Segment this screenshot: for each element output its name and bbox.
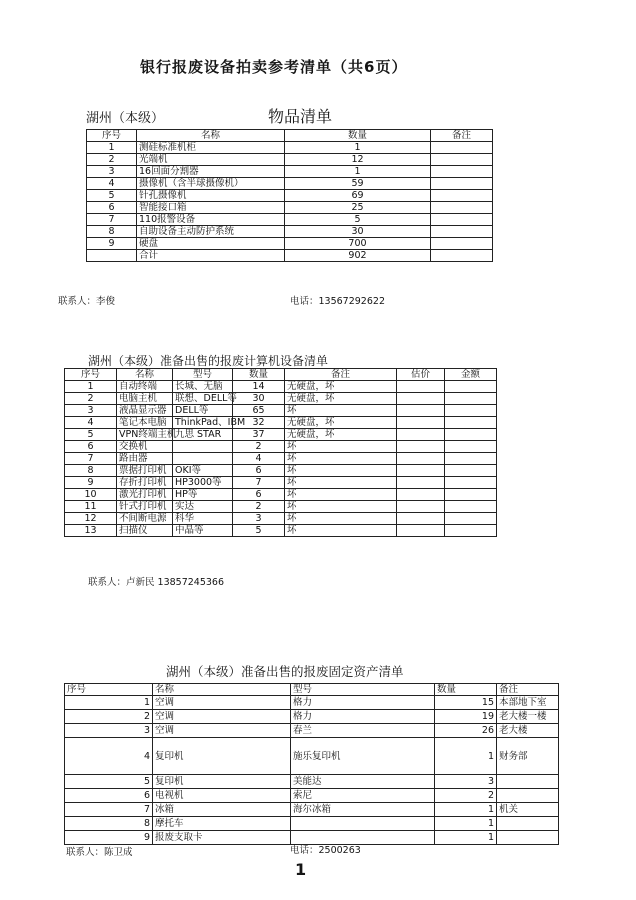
table-cell: 1 [87,142,137,154]
table-cell: 3 [65,405,117,417]
table-cell [445,405,497,417]
table-cell: 交换机 [117,441,173,453]
section3-contact: 联系人：陈卫成 [66,847,133,858]
table-cell: 报废支取卡 [153,831,291,845]
table-cell: 3 [233,513,285,525]
table-cell: 1 [65,696,153,710]
table-row [65,465,497,477]
header-cell: 序号 [87,130,137,142]
section3-table [64,683,559,845]
table-cell: 65 [233,405,285,417]
table-row [65,477,497,489]
table-cell: 2 [233,441,285,453]
header-cell: 型号 [173,369,233,381]
table-cell: 中晶等 [173,525,233,537]
table-cell: 1 [285,142,431,154]
header-cell: 名称 [153,684,291,696]
table-row [65,696,559,710]
table-cell: 700 [285,238,431,250]
table-cell [397,381,445,393]
table-cell: 7 [87,214,137,226]
table-cell: 3 [87,166,137,178]
table-row [65,381,497,393]
table-cell [397,501,445,513]
table-cell: 坏 [285,477,397,489]
table-row [65,525,497,537]
table-row [65,501,497,513]
table-cell: 无硬盘，坏 [285,417,397,429]
table-cell: 坏 [285,441,397,453]
table-cell: 1 [435,831,497,845]
table-cell [445,453,497,465]
table-cell [431,214,493,226]
table-cell: 激光打印机 [117,489,173,501]
table-cell: 15 [435,696,497,710]
page-number: 1 [295,860,307,879]
table-cell [431,250,493,262]
table-cell: 科华 [173,513,233,525]
table-cell: 摩托车 [153,817,291,831]
table-header-row [87,130,493,142]
table-cell: 坏 [285,465,397,477]
table-cell: 自动终端 [117,381,173,393]
section3-phone: 电话：2500263 [290,845,361,856]
table-cell: 59 [285,178,431,190]
table-cell [397,417,445,429]
table-cell: 8 [87,226,137,238]
table-cell: 格力 [291,696,435,710]
table-row [65,710,559,724]
header-cell: 备注 [497,684,559,696]
table-cell: 无硬盘，坏 [285,381,397,393]
table-cell: 3 [65,724,153,738]
table-cell: 4 [87,178,137,190]
table-row [87,202,493,214]
table-cell: 坏 [285,513,397,525]
table-cell: 8 [65,465,117,477]
table-cell: 空调 [153,696,291,710]
table-cell: 30 [233,393,285,405]
table-cell: 电视机 [153,789,291,803]
table-cell [431,154,493,166]
table-cell: 5 [233,525,285,537]
table-cell [431,238,493,250]
table-cell: 票据打印机 [117,465,173,477]
table-cell: 110报警设备 [137,214,285,226]
table-cell [445,429,497,441]
table-cell [397,489,445,501]
table-cell: 11 [65,501,117,513]
table-cell: 5 [285,214,431,226]
table-row [87,214,493,226]
table-cell: 扫描仪 [117,525,173,537]
table-cell: 海尔冰箱 [291,803,435,817]
table-cell: 1 [435,817,497,831]
table-cell [497,789,559,803]
table-cell [497,775,559,789]
table-cell [497,831,559,845]
table-cell [397,393,445,405]
table-row [65,489,497,501]
section2-title: 湖州（本级）准备出售的报废计算机设备清单 [88,354,329,368]
table-cell: 902 [285,250,431,262]
table-cell: 不间断电源 [117,513,173,525]
section1-table [86,129,493,262]
section2-contact: 联系人：卢新民 13857245366 [88,577,225,588]
table-cell: 1 [435,738,497,775]
table-cell [431,166,493,178]
table-cell: 硬盘 [137,238,285,250]
table-cell: 2 [65,393,117,405]
table-cell: 针式打印机 [117,501,173,513]
table-cell [445,381,497,393]
table-cell: 1 [65,381,117,393]
table-cell: 37 [233,429,285,441]
table-cell: HP3000等 [173,477,233,489]
table-cell: 坏 [285,525,397,537]
table-cell [445,465,497,477]
header-cell: 序号 [65,369,117,381]
table-cell: 摄像机（含半球摄像机） [137,178,285,190]
table-cell: 智能接口箱 [137,202,285,214]
table-cell: 6 [233,489,285,501]
table-cell: 测硅标准机柜 [137,142,285,154]
table-cell [431,178,493,190]
header-cell: 估价 [397,369,445,381]
table-cell: 5 [65,429,117,441]
table-cell: 9 [87,238,137,250]
table-cell: 空调 [153,710,291,724]
header-cell: 金额 [445,369,497,381]
table-cell [445,501,497,513]
header-cell: 数量 [233,369,285,381]
header-cell: 名称 [117,369,173,381]
table-cell: 电脑主机 [117,393,173,405]
table-cell: 2 [87,154,137,166]
table-row [65,803,559,817]
table-row [87,154,493,166]
table-cell: 冰箱 [153,803,291,817]
table-cell: 14 [233,381,285,393]
table-cell: 老大楼一楼 [497,710,559,724]
table-cell: 合计 [137,250,285,262]
table-cell: 5 [65,775,153,789]
table-row [87,238,493,250]
table-row [65,724,559,738]
table-cell [431,142,493,154]
table-cell: 7 [65,453,117,465]
table-cell: 69 [285,190,431,202]
table-cell [397,477,445,489]
table-cell [497,817,559,831]
table-header-row [65,369,497,381]
table-row [65,429,497,441]
table-row [87,178,493,190]
table-cell: 12 [65,513,117,525]
header-cell: 名称 [137,130,285,142]
table-cell: 坏 [285,405,397,417]
table-cell: OKI等 [173,465,233,477]
table-cell [397,429,445,441]
table-cell: 4 [65,417,117,429]
table-cell: 联想、DELL等 [173,393,233,405]
table-cell: 2 [65,710,153,724]
table-row [65,441,497,453]
table-row [87,166,493,178]
table-cell [431,226,493,238]
table-cell: 6 [87,202,137,214]
table-cell: 本部地下室 [497,696,559,710]
table-row [87,250,493,262]
table-cell [87,250,137,262]
table-cell: 7 [65,803,153,817]
table-cell: 液晶显示器 [117,405,173,417]
table-cell [173,441,233,453]
table-cell: 32 [233,417,285,429]
table-cell: 7 [233,477,285,489]
table-cell: 索尼 [291,789,435,803]
table-row [65,453,497,465]
table-cell [445,489,497,501]
table-cell: 6 [65,789,153,803]
table-cell: 春兰 [291,724,435,738]
table-row [65,789,559,803]
header-cell: 备注 [431,130,493,142]
table-cell: 10 [65,489,117,501]
table-cell: 1 [435,803,497,817]
table-cell: 16回面分割器 [137,166,285,178]
header-cell: 备注 [285,369,397,381]
header-cell: 数量 [435,684,497,696]
table-cell: 长城、无脑 [173,381,233,393]
table-cell: 空调 [153,724,291,738]
table-cell: 5 [87,190,137,202]
table-row [87,226,493,238]
table-header-row [65,684,559,696]
section1-right-title: 物品清单 [268,107,333,126]
table-cell: 路由器 [117,453,173,465]
table-cell: 财务部 [497,738,559,775]
table-cell: 坏 [285,453,397,465]
table-cell: 4 [65,738,153,775]
table-row [65,393,497,405]
table-cell: 复印机 [153,738,291,775]
document-title: 银行报废设备拍卖参考清单（共6页） [140,58,408,76]
table-cell: 施乐复印机 [291,738,435,775]
table-cell: 复印机 [153,775,291,789]
table-row [65,513,497,525]
table-cell: 30 [285,226,431,238]
header-cell: 数量 [285,130,431,142]
table-cell [445,393,497,405]
table-cell: 6 [233,465,285,477]
table-cell: 9 [65,831,153,845]
table-cell [397,405,445,417]
table-cell: 无硬盘，坏 [285,429,397,441]
table-cell: 坏 [285,501,397,513]
table-cell [431,202,493,214]
table-cell [397,513,445,525]
table-cell: 笔记本电脑 [117,417,173,429]
header-cell: 型号 [291,684,435,696]
section1-phone: 电话：13567292622 [290,296,385,307]
table-cell: HP等 [173,489,233,501]
section2-table [64,368,497,537]
header-cell: 序号 [65,684,153,696]
table-row [65,817,559,831]
table-cell: 26 [435,724,497,738]
table-cell: 19 [435,710,497,724]
table-cell: 老大楼 [497,724,559,738]
table-row [87,190,493,202]
table-cell: 1 [285,166,431,178]
table-cell: 2 [233,501,285,513]
table-cell: 坏 [285,489,397,501]
table-cell: ThinkPad、IBM [173,417,233,429]
table-cell: 4 [233,453,285,465]
table-cell: 2 [435,789,497,803]
table-cell [445,477,497,489]
table-row [65,738,559,775]
table-cell: 3 [435,775,497,789]
table-cell: 九思 STAR [173,429,233,441]
section1-contact: 联系人：李俊 [58,296,116,307]
table-cell [291,817,435,831]
table-cell [445,513,497,525]
table-cell: 6 [65,441,117,453]
table-row [65,417,497,429]
table-cell: 美能达 [291,775,435,789]
table-cell [445,417,497,429]
table-cell [173,453,233,465]
table-row [87,142,493,154]
table-cell [445,441,497,453]
table-cell: 13 [65,525,117,537]
table-cell: 自助设备主动防护系统 [137,226,285,238]
table-cell: 实达 [173,501,233,513]
table-cell: 25 [285,202,431,214]
table-cell: 无硬盘，坏 [285,393,397,405]
table-cell [397,525,445,537]
table-cell [397,441,445,453]
table-cell: 9 [65,477,117,489]
table-row [65,775,559,789]
table-cell: 存折打印机 [117,477,173,489]
table-cell: 针孔摄像机 [137,190,285,202]
table-cell [445,525,497,537]
table-cell: 8 [65,817,153,831]
section1-left-title: 湖州（本级） [86,111,165,126]
table-cell: 光端机 [137,154,285,166]
table-cell [397,465,445,477]
table-cell: 机关 [497,803,559,817]
table-cell: VPN终端主机 [117,429,173,441]
table-cell: 12 [285,154,431,166]
table-cell: DELL等 [173,405,233,417]
section3-title: 湖州（本级）准备出售的报废固定资产清单 [166,664,404,679]
table-row [65,405,497,417]
table-cell [397,453,445,465]
table-cell [431,190,493,202]
table-cell: 格力 [291,710,435,724]
